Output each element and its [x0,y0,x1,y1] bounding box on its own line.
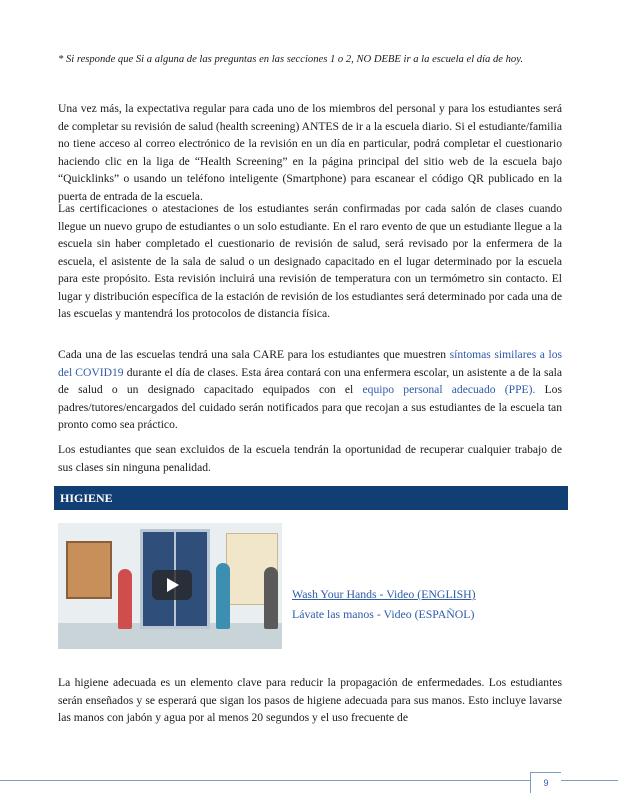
footer-rule [0,780,618,781]
page-number: 9 [530,772,561,793]
handwashing-video-thumbnail[interactable] [58,523,282,649]
student-figure [216,563,230,629]
paragraph-certifications: Las certificaciones o atestaciones de los estudiantes serán confirmadas por cada salón de clases cuando llegue un nuevo grupo de estudiantes o un solo estudiante. En el raro evento de que un estudiante llegue a la escuela sin haber completado el cuestionario de revisión de salud, será revisado por la enfermera de la escuela, el asistente de la sala de salud o un designado capacitado en el lugar determinado por la escuela para este propósito. Esta revisión incluirá una revisión de temperatura con un termómetro sin contacto. El lugar y distribución específica de la estación de revisión de los estudiantes será determinado por cada una de las escuelas y mantendrá los protocolos de distancia física. [58,202,562,320]
video-link-spanish[interactable]: Lávate las manos - Video (ESPAÑOL) [292,607,475,621]
paragraph-screening-expectation: Una vez más, la expectativa regular para cada uno de los miembros del personal y para los estudiantes será de completar su revisión de salud (health screening) ANTES de ir a la escuela diario. Si el estudiante/familia no tiene acceso al correo electrónico de la revisión en un día en particular, podrá completar el cuestionario haciendo clic en la liga de “Health Screening” en la página principal del sitio web de la escuela bajo “Quicklinks” o usando un teléfono inteligente (Smartphone) para escanear el código QR publicado en la puerta de entrada de la escuela. [58,102,562,203]
paragraph-hygiene: La higiene adecuada es un elemento clave para reducir la propagación de enfermedades. Los estudiantes serán enseñados y se esperará que sigan los pasos de higiene adecuada para sus manos. Esto incluye lavarse las manos con jabón y agua por al menos 20 segundos y el uso frecuente de [58,676,562,724]
section-header-hygiene: HIGIENE [54,486,568,510]
care-room-text-a: Cada una de las escuelas tendrá una sala CARE para los estudiantes que muestren [58,348,450,361]
care-room-text-b: durante el día de clases. Esta área contará con una enfermera escolar, un asistente a de la sala de salud o un designado capacitado equipados con el [58,365,562,396]
care-room-text-c: Los padres/tutores/encargados del cuidado serán notificados para que recojan a sus estudiantes de la escuela tan pronto como sea práctico. [58,383,562,431]
paragraph-excluded-students: Los estudiantes que sean excluidos de la escuela tendrán la oportunidad de recuperar cualquier trabajo de sus clases sin ninguna penalidad. [58,443,562,474]
video-links [292,584,562,624]
covid-symptoms-link[interactable]: síntomas similares a los del COVID19 [58,348,562,379]
bulletin-board [66,541,112,599]
play-icon[interactable] [152,570,192,600]
ppe-link[interactable]: equipo personal adecuado (PPE). [362,383,536,396]
student-figure [264,567,278,629]
paragraph-care-room [58,346,562,434]
video-link-english[interactable]: Wash Your Hands - Video (ENGLISH) [292,587,476,601]
screening-note: * Si responde que Si a alguna de las preguntas en las secciones 1 o 2, NO DEBE ir a la escuela el día de hoy. [58,54,523,65]
student-figure [118,569,132,629]
